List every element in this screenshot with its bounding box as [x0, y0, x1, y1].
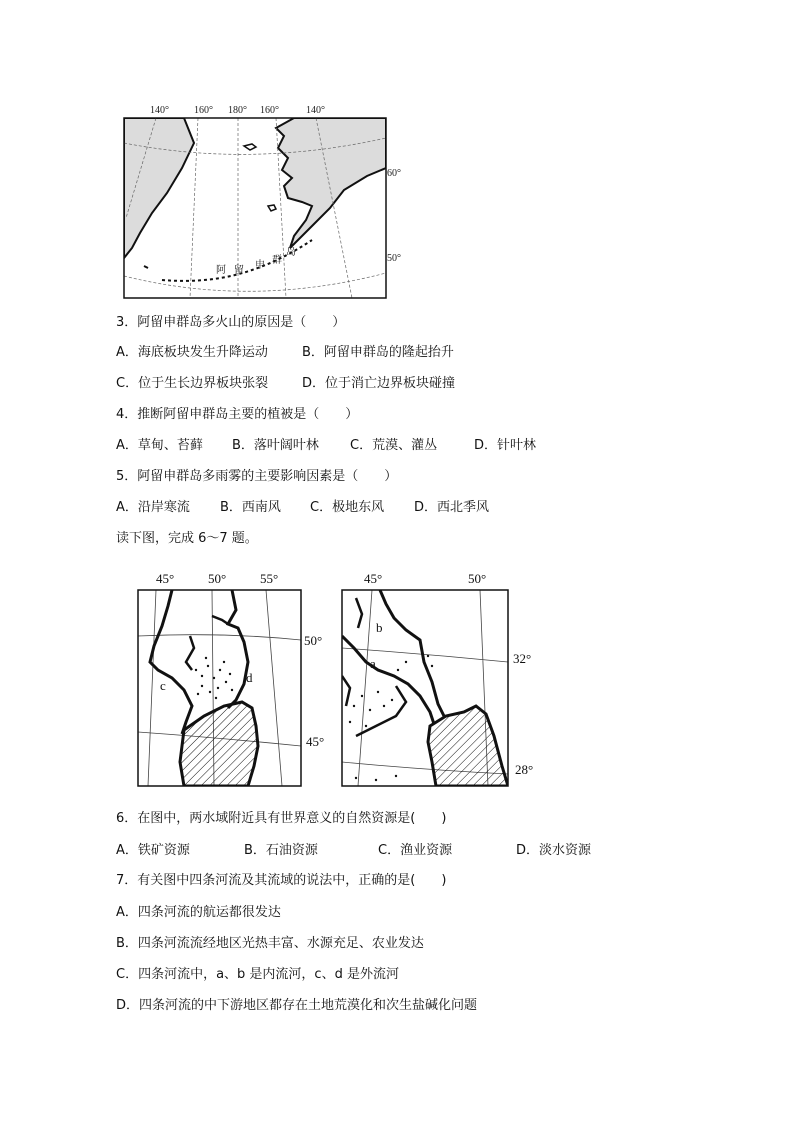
question-7-stem: 7．有关图中四条河流及其流域的说法中，正确的是( ) [116, 873, 447, 888]
lon-label: 140° [150, 105, 169, 116]
q7-option-c[interactable]: C．四条河流中，a、b 是内流河，c、d 是外流河 [116, 967, 399, 982]
question-6-stem: 6．在图中，两水域附近具有世界意义的自然资源是( ) [116, 811, 447, 826]
lon-label: 160° [194, 105, 213, 116]
q3-option-c[interactable]: C．位于生长边界板块张裂 [116, 376, 269, 391]
q5-option-a[interactable]: A．沿岸寒流 [116, 500, 190, 515]
lon-label: 55° [260, 571, 279, 586]
commander-islands [144, 266, 148, 268]
question-3-stem: 3．阿留申群岛多火山的原因是（ ） [116, 315, 346, 330]
lon-label: 50° [468, 571, 487, 586]
q4-option-c[interactable]: C．荒漠、灌丛 [350, 438, 438, 453]
lon-label: 140° [306, 105, 325, 116]
river-label-a: a [370, 656, 376, 671]
lat-label: 60° [387, 168, 401, 179]
q4-option-b[interactable]: B．落叶阔叶林 [232, 438, 319, 453]
q3-option-d[interactable]: D．位于消亡边界板块碰撞 [302, 376, 456, 391]
lon-label: 180° [228, 105, 247, 116]
q7-option-a[interactable]: A．四条河流的航运都很发达 [116, 905, 281, 920]
caspian-map [132, 566, 332, 792]
q3-option-b[interactable]: B．阿留申群岛的隆起抬升 [302, 345, 454, 360]
st-lawrence-island [244, 144, 256, 150]
lon-label: 50° [208, 571, 227, 586]
river-branch [186, 616, 228, 670]
q4-option-a[interactable]: A．草甸、苔藓 [116, 438, 203, 453]
island-label-char: 阿 [216, 265, 226, 276]
aleutian-map [112, 98, 412, 304]
caspian-sea [180, 702, 258, 786]
question-5-stem: 5．阿留申群岛多雨雾的主要影响因素是（ ） [116, 469, 398, 484]
q4-option-d[interactable]: D．针叶林 [474, 438, 537, 453]
river-label-c: c [160, 678, 166, 693]
island-label-char: 申 [255, 260, 265, 271]
persian-gulf [428, 706, 508, 786]
q7-option-d[interactable]: D．四条河流的中下游地区都存在土地荒漠化和次生盐碱化问题 [116, 998, 478, 1013]
lon-label: 45° [364, 571, 383, 586]
q6-option-c[interactable]: C．渔业资源 [378, 843, 453, 858]
desert-dots [195, 657, 233, 699]
question-4-stem: 4．推断阿留申群岛主要的植被是（ ） [116, 407, 359, 422]
asia-land [124, 118, 194, 258]
island-label-char: 群 [272, 255, 282, 266]
river-label-d: d [246, 670, 253, 685]
lat-label: 45° [306, 734, 325, 749]
q6-option-d[interactable]: D．淡水资源 [516, 843, 592, 858]
q5-option-c[interactable]: C．极地东风 [310, 500, 385, 515]
lat-label: 28° [515, 762, 534, 777]
alaska-land [276, 118, 386, 248]
q6-option-a[interactable]: A．铁矿资源 [116, 843, 190, 858]
island-label-char: 留 [234, 265, 244, 276]
lat-label: 50° [304, 633, 323, 648]
q5-option-b[interactable]: B．西南风 [220, 500, 281, 515]
lat-label: 50° [387, 253, 401, 264]
island-label-char: 岛 [286, 247, 296, 258]
q3-option-a[interactable]: A．海底板块发生升降运动 [116, 345, 268, 360]
lon-label: 45° [156, 571, 175, 586]
mesopotamia-map [336, 566, 544, 792]
nunivak-island [268, 205, 276, 211]
river-label-b: b [376, 620, 383, 635]
q6-option-b[interactable]: B．石油资源 [244, 843, 318, 858]
lon-label: 160° [260, 105, 279, 116]
section-intro: 读下图，完成 6～7 题。 [116, 531, 258, 546]
q5-option-d[interactable]: D．西北季风 [414, 500, 490, 515]
lat-label: 32° [513, 651, 532, 666]
q7-option-b[interactable]: B．四条河流流经地区光热丰富、水源充足、农业发达 [116, 936, 424, 951]
